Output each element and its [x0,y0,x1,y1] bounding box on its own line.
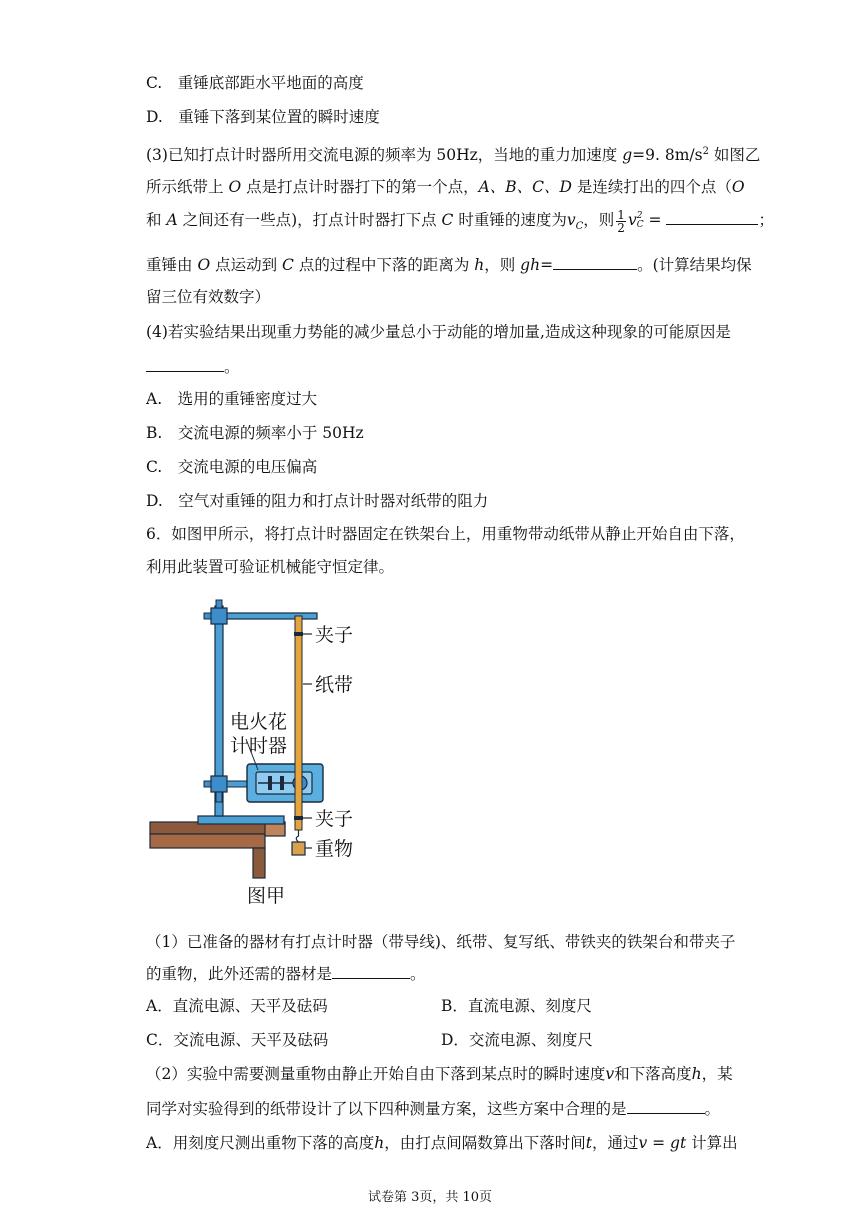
stand-base [198,816,284,824]
answer-blank-scheme[interactable] [627,1097,705,1114]
q6-part1-option-c: C．交流电源、天平及砝码 [146,1031,329,1049]
tape-clip-bottom [294,816,303,820]
q5-part4-option-a: A. 选用的重锤密度过大 [146,390,318,408]
q5-part4-line2: 。 [146,355,240,378]
q5-part4-option-c: C. 交流电源的电压偏高 [146,458,318,476]
answer-blank-kinetic[interactable] [666,208,758,225]
label-clip-bottom: 夹子 [315,808,354,830]
fraction-one-half: $\frac{1}{2}$ [617,207,625,235]
answer-blank-gh[interactable] [553,253,637,270]
q6-part2-option-a: A．用刻度尺测出重物下落的高度h，由打点间隔数算出下落时间t，通过v = gt 计算出 [146,1134,738,1152]
q5-part3-line5: 留三位有效数字） [146,288,271,306]
q6-part1-options-row1 [146,995,328,1017]
q6-part2-line2: 同学对实验得到的纸带设计了以下四种测量方案，这些方案中合理的是 。 [146,1097,720,1120]
q6-part2-line1: （2）实验中需要测量重物由静止开始自由下落到某点时的瞬时速度v和下落高度h，某 [146,1065,733,1083]
label-clip-top: 夹子 [315,624,354,646]
tape-clip-top [294,632,303,636]
weight-block [292,842,305,855]
q6-part1-line1: （1）已准备的器材有打点计时器（带导线)、纸带、复写纸、带铁夹的铁架台和带夹子 [146,933,736,951]
lower-clamp-icon [204,776,247,802]
answer-blank-equipment[interactable] [332,962,410,979]
q5-part4-option-b: B. 交流电源的频率小于 50Hz [146,424,364,442]
apparatus-figure [140,592,380,912]
q5-part3-line1: (3)已知打点计时器所用交流电源的频率为 50Hz，当地的重力加速度 g=9. $8m/s^2$ 如图乙 [146,146,761,165]
q6-part1-option-d: D．交流电源、刻度尺 [441,1031,593,1049]
q5-part3-line4: 重锤由 O 点运动到 C 点的过程中下落的距离为 h，则 gh= 。(计算结果均保 [146,253,752,276]
answer-blank-reason[interactable] [146,355,224,372]
table-illustration [150,822,285,878]
q5-part4-option-d: D. 空气对重锤的阻力和打点计时器对纸带的阻力 [146,492,489,510]
q5-option-d: D. 重锤下落到某位置的瞬时速度 [146,108,380,126]
q6-part1-option-b: B．直流电源、刻度尺 [441,997,592,1015]
label-weight: 重物 [315,838,354,860]
q5-part3-line2: 所示纸带上 O 点是打点计时器打下的第一个点，A、B、C、D 是连续打出的四个点（O [146,178,745,196]
label-tape: 纸带 [315,674,354,696]
page-footer: 试卷第 3页，共 10页 [367,1190,493,1205]
paper-tape [295,616,302,830]
q6-part1-option-a: A．直流电源、天平及砝码 [146,997,328,1015]
label-timer-2: 计时器 [230,735,288,757]
q5-part3-line3: 和 A 之间还有一些点)，打点计时器打下点 C 时重锤的速度为$v_C$，则 $\frac{1}{2}$ v 2 C = ； [146,207,774,235]
figure-caption: 图甲 [247,885,286,907]
label-timer-1: 电火花 [230,711,288,733]
q6-part1-line2: 的重物，此外还需的器材是 。 [146,962,426,985]
q5-part4-line1: (4)若实验结果出现重力势能的减少量总小于动能的增加量,造成这种现象的可能原因是 [146,323,731,341]
top-clamp-icon [204,600,227,624]
q6-stem-line1: 6．如图甲所示，将打点计时器固定在铁架台上，用重物带动纸带从静止开始自由下落， [146,525,745,543]
q6-stem-line2: 利用此装置可验证机械能守恒定律。 [146,558,395,576]
q5-option-c: C. 重锤底部距水平地面的高度 [146,74,364,92]
